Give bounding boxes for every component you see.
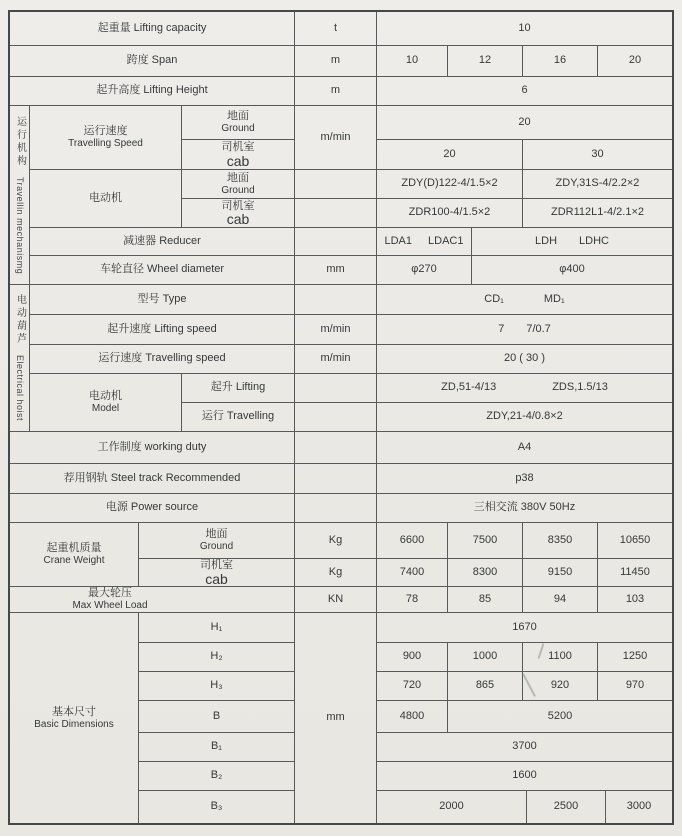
unit-motor-ground-empty <box>295 170 377 199</box>
label-crane-weight-stack <box>44 542 105 566</box>
label-max-wheel-load <box>10 587 295 613</box>
value-dim-h3-4: 970 <box>598 672 672 701</box>
label-max-wheel-load-zh: 最大轮压 <box>88 587 132 600</box>
unit-max-wheel-load: KN <box>295 587 377 613</box>
sublabel-dim-b1: B₁ <box>139 733 295 762</box>
value-weight-ground-4: 10650 <box>598 523 672 559</box>
value-dim-b-1: 4800 <box>377 701 448 733</box>
value-reducer-2b: LDHC <box>579 234 609 247</box>
value-speed-cab-1: 20 <box>377 140 523 170</box>
value-dim-b-2: 5200 <box>448 701 672 733</box>
value-dim-h2-2: 1000 <box>448 643 523 672</box>
unit-span: m <box>295 46 377 77</box>
unit-travelling-speed: m/min <box>295 106 377 170</box>
crane-spec-table <box>8 10 674 825</box>
label-basic-dimensions-en: Basic Dimensions <box>34 718 114 730</box>
value-hoist-lifting-speed-1: 7 <box>498 322 505 335</box>
unit-working-duty-empty <box>295 432 377 464</box>
value-reducer-2a: LDH <box>535 234 558 247</box>
sublabel-motor-cab-zh: 司机室 <box>221 199 255 212</box>
value-steel-track: p38 <box>377 464 672 494</box>
sublabel-dim-h3: H₃ <box>139 672 295 701</box>
value-wheel-diameter-1: φ270 <box>377 256 472 285</box>
unit-power-source-empty <box>295 494 377 523</box>
sublabel-motor-cab-stack <box>222 200 255 227</box>
value-weight-ground-3: 8350 <box>523 523 598 559</box>
unit-wheel-diameter: mm <box>295 256 377 285</box>
sublabel-speed-ground-en: Ground <box>221 123 255 135</box>
value-speed-cab-2: 30 <box>523 140 672 170</box>
label-crane-weight <box>10 523 139 587</box>
value-motor-cab-1: ZDR100-4/1.5×2 <box>377 199 523 228</box>
value-span-1: 10 <box>377 46 448 77</box>
value-motor-ground-1: ZDY(D)122-4/1.5×2 <box>377 170 523 199</box>
label-basic-dimensions-stack <box>34 706 113 730</box>
unit-motor-cab-empty <box>295 199 377 228</box>
sublabel-weight-ground-zh: 地面 <box>205 528 228 541</box>
sublabel-weight-cab-en: cab <box>205 570 228 587</box>
label-basic-dimensions <box>10 613 139 823</box>
label-hoist-motor-zh: 电动机 <box>89 390 122 403</box>
sublabel-weight-ground <box>139 523 295 559</box>
value-max-wheel-load-4: 103 <box>598 587 672 613</box>
value-span-3: 16 <box>523 46 598 77</box>
sublabel-hoist-travelling: 运行 Travelling <box>182 403 295 432</box>
value-dim-h1: 1670 <box>377 613 672 643</box>
label-lifting-height: 起升高度 Lifting Height <box>10 77 295 106</box>
unit-weight-cab: Kg <box>295 559 377 587</box>
value-dim-h2-3: 1100 <box>523 643 598 672</box>
unit-hoist-lifting-speed: m/min <box>295 315 377 345</box>
section-electrical-hoist-en: Electrical hoist <box>14 355 25 422</box>
value-hoist-motor-travelling: ZDY,21-4/0.8×2 <box>377 403 672 432</box>
value-dim-h2-4: 1250 <box>598 643 672 672</box>
value-lifting-height: 6 <box>377 77 672 106</box>
label-travelling-speed <box>30 106 182 170</box>
value-weight-cab-4: 11450 <box>598 559 672 587</box>
section-travelling-mechanism-zh: 运行机构 <box>14 115 26 168</box>
sublabel-motor-ground-zh: 地面 <box>226 171 249 184</box>
unit-hoist-motor-travelling-empty <box>295 403 377 432</box>
sublabel-dim-h1: H₁ <box>139 613 295 643</box>
unit-lifting-height: m <box>295 77 377 106</box>
value-hoist-lifting-speed <box>377 315 672 345</box>
section-electrical-hoist-zh: 电动葫芦 <box>14 294 26 347</box>
value-power-source: 三相交流 380V 50Hz <box>377 494 672 523</box>
label-hoist-motor-en: Model <box>91 403 120 415</box>
value-reducer-1a: LDA1 <box>384 234 413 247</box>
value-dim-h3-3: 920 <box>523 672 598 701</box>
label-travelling-speed-stack <box>68 125 143 149</box>
value-dim-b2: 1600 <box>377 762 672 791</box>
sublabel-dim-b: B <box>139 701 295 733</box>
sublabel-motor-cab-en: cab <box>226 211 250 228</box>
sublabel-speed-ground <box>182 106 295 140</box>
label-wheel-diameter: 车轮直径 Wheel diameter <box>30 256 295 285</box>
value-span-2: 12 <box>448 46 523 77</box>
label-max-wheel-load-en: Max Wheel Load <box>72 600 148 612</box>
label-max-wheel-load-stack <box>10 587 210 611</box>
sublabel-motor-ground-en: Ground <box>221 184 255 196</box>
unit-steel-track-empty <box>295 464 377 494</box>
value-hoist-motor-lifting <box>377 374 672 403</box>
value-hoist-type-1: CD₁ <box>484 292 504 305</box>
unit-weight-ground: Kg <box>295 523 377 559</box>
value-motor-ground-2: ZDY,31S-4/2.2×2 <box>523 170 672 199</box>
value-hoist-travelling-speed: 20 ( 30 ) <box>377 345 672 374</box>
label-travelling-speed-en: Travelling Speed <box>68 138 143 150</box>
label-steel-track: 荐用钢轨 Steel track Recommended <box>10 464 295 494</box>
unit-hoist-motor-lifting-empty <box>295 374 377 403</box>
sublabel-weight-cab-zh: 司机室 <box>200 559 233 572</box>
value-hoist-motor-lifting-1: ZD,51-4/13 <box>441 381 497 394</box>
sublabel-dim-b3: B₃ <box>139 791 295 823</box>
label-working-duty: 工作制度 working duty <box>10 432 295 464</box>
label-hoist-type: 型号 Type <box>30 285 295 315</box>
section-electrical-hoist <box>10 285 30 432</box>
label-lifting-capacity: 起重量 Lifting capacity <box>10 12 295 46</box>
sublabel-speed-ground-zh: 地面 <box>226 110 249 123</box>
value-weight-cab-3: 9150 <box>523 559 598 587</box>
label-basic-dimensions-zh: 基本尺寸 <box>51 705 96 718</box>
label-crane-weight-en: Crane Weight <box>43 555 105 567</box>
section-travelling-mechanism-en: Travellin mechanismg <box>14 176 25 275</box>
unit-hoist-type-empty <box>295 285 377 315</box>
value-dim-b1: 3700 <box>377 733 672 762</box>
label-hoist-motor <box>30 374 182 432</box>
sublabel-speed-cab-zh: 司机室 <box>221 141 255 154</box>
sublabel-speed-cab-en: cab <box>226 152 250 169</box>
sublabel-weight-cab <box>139 559 295 587</box>
label-power-source: 电源 Power source <box>10 494 295 523</box>
value-dim-h3-1: 720 <box>377 672 448 701</box>
label-hoist-motor-stack <box>89 390 122 414</box>
sublabel-weight-cab-stack <box>200 559 233 586</box>
unit-basic-dimensions: mm <box>295 613 377 823</box>
value-lifting-capacity: 10 <box>377 12 672 46</box>
label-reducer: 减速器 Reducer <box>30 228 295 256</box>
value-reducer-2 <box>472 228 672 256</box>
sublabel-motor-cab <box>182 199 295 228</box>
value-dim-b3-3: 3000 <box>626 800 652 813</box>
value-motor-cab-2: ZDR112L1-4/2.1×2 <box>523 199 672 228</box>
value-wheel-diameter-2: φ400 <box>472 256 672 285</box>
value-dim-h3-2: 865 <box>448 672 523 701</box>
value-max-wheel-load-2: 85 <box>448 587 523 613</box>
sublabel-motor-ground-stack <box>221 172 254 196</box>
label-travelling-speed-zh: 运行速度 <box>83 125 128 138</box>
label-span: 跨度 Span <box>10 46 295 77</box>
value-speed-ground: 20 <box>377 106 672 140</box>
value-span-4: 20 <box>598 46 672 77</box>
value-hoist-type-2: MD₁ <box>543 292 565 305</box>
sublabel-motor-ground <box>182 170 295 199</box>
value-weight-ground-1: 6600 <box>377 523 448 559</box>
sublabel-speed-cab-stack <box>222 141 255 168</box>
sublabel-dim-b2: B₂ <box>139 762 295 791</box>
unit-lifting-capacity: t <box>295 12 377 46</box>
value-dim-b3-2: 2500 <box>527 791 606 823</box>
value-max-wheel-load-1: 78 <box>377 587 448 613</box>
label-hoist-lifting-speed: 起升速度 Lifting speed <box>30 315 295 345</box>
value-hoist-motor-lifting-2: ZDS,1.5/13 <box>552 381 608 394</box>
sublabel-speed-cab <box>182 140 295 170</box>
value-max-wheel-load-3: 94 <box>523 587 598 613</box>
unit-reducer-empty <box>295 228 377 256</box>
value-weight-ground-2: 7500 <box>448 523 523 559</box>
value-working-duty: A4 <box>377 432 672 464</box>
sublabel-hoist-lifting: 起升 Lifting <box>182 374 295 403</box>
value-weight-cab-2: 8300 <box>448 559 523 587</box>
value-reducer-1 <box>377 228 472 256</box>
value-reducer-1b: LDAC1 <box>428 234 464 247</box>
value-weight-cab-1: 7400 <box>377 559 448 587</box>
value-hoist-lifting-speed-2: 7/0.7 <box>526 322 551 335</box>
sublabel-speed-ground-stack <box>221 110 254 134</box>
label-crane-weight-zh: 起重机质量 <box>46 542 102 555</box>
value-dim-b3-1: 2000 <box>377 791 527 823</box>
sublabel-weight-ground-stack <box>200 528 233 552</box>
label-hoist-travelling-speed: 运行速度 Travelling speed <box>30 345 295 374</box>
sublabel-dim-h2: H₂ <box>139 643 295 672</box>
sublabel-weight-ground-en: Ground <box>199 541 234 553</box>
label-travelling-motor: 电动机 <box>30 170 182 228</box>
value-dim-h2-1: 900 <box>377 643 448 672</box>
value-hoist-type <box>377 285 672 315</box>
unit-hoist-travelling-speed: m/min <box>295 345 377 374</box>
section-travelling-mechanism <box>10 106 30 285</box>
